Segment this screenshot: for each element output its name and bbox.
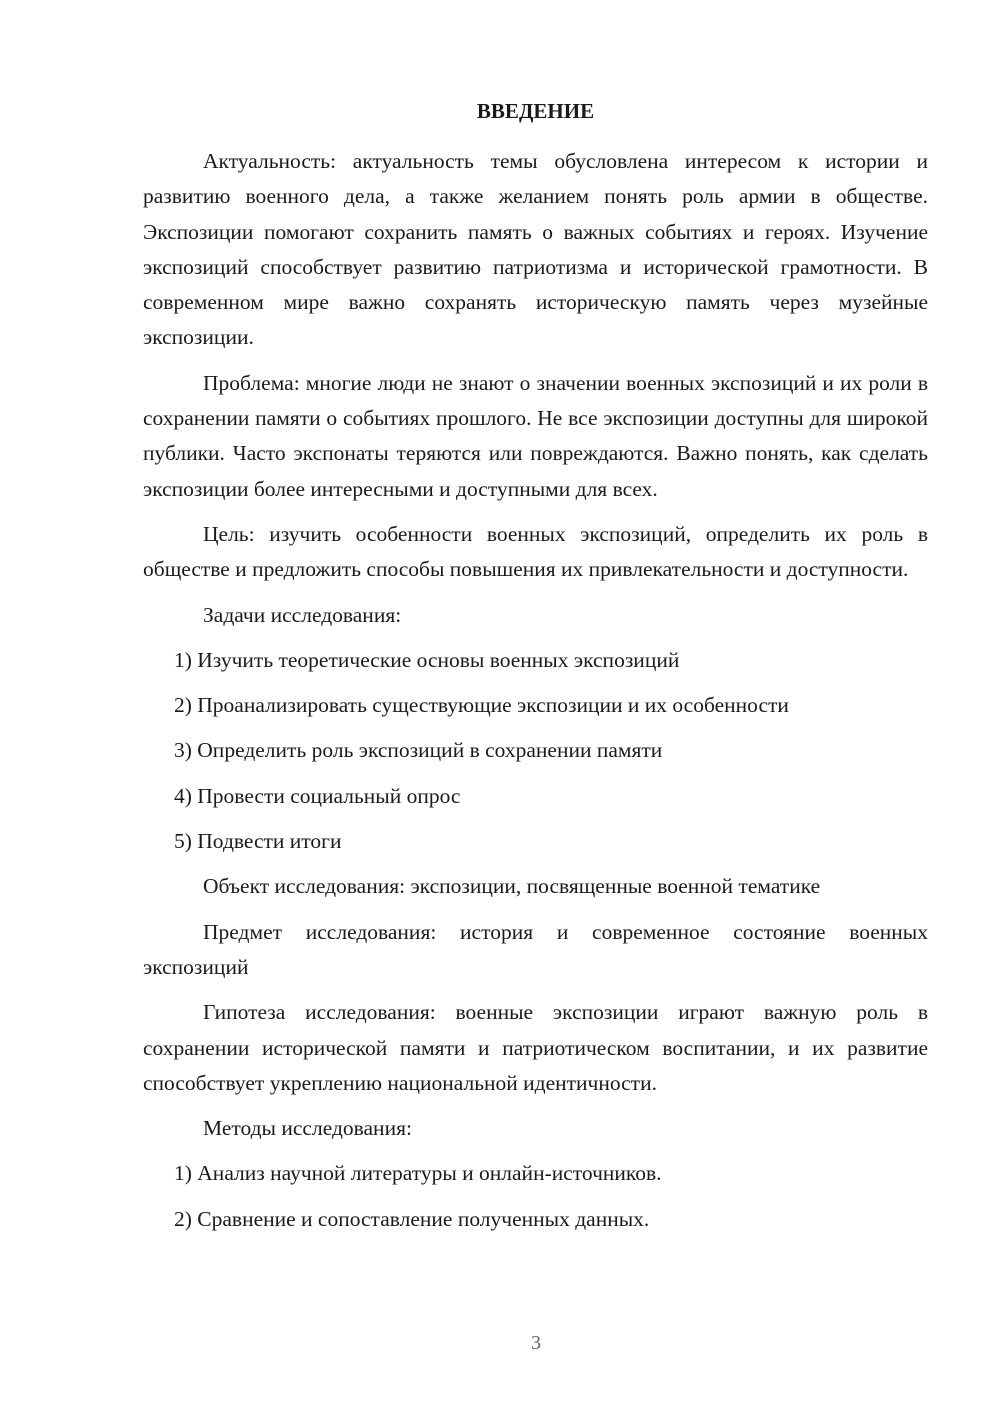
task-item: 2) Проанализировать существующие экспозиции и их особенности (174, 693, 789, 718)
goal-paragraph: Цель: изучить особенности военных экспозиций, определить их роль в обществе и предложить способы повышения их привлекательности и доступности. (143, 521, 928, 582)
methods-heading: Методы исследования: (203, 1116, 412, 1141)
task-item: 3) Определить роль экспозиций в сохранении памяти (174, 738, 663, 763)
problem-paragraph: Проблема: многие люди не знают о значении военных экспозиций и их роли в сохранении памяти о событиях прошлого. Не все экспозиции доступны для широкой публики. Часто экспонаты теряются или повреждаются. Важно понять, как сделать экспозиции более интересными и доступными для всех. (143, 370, 928, 501)
tasks-heading: Задачи исследования: (203, 602, 402, 627)
page-title: ВВЕДЕНИЕ (476, 99, 595, 123)
task-item: 5) Подвести итоги (174, 829, 342, 854)
relevance-paragraph: Актуальность: актуальность темы обусловлена интересом к истории и развитию военного дела, а также желанием понять роль армии в обществе. Экспозиции помогают сохранить память о важных событиях и героях. Изучение экспозиций способствует развитию патриотизма и исторической грамотности. В современном мире важно сохранять историческую память через музейные экспозиции. (143, 149, 928, 350)
method-item: 1) Анализ научной литературы и онлайн-источников. (174, 1161, 662, 1186)
document-body (143, 144, 928, 1247)
task-item: 4) Провести социальный опрос (174, 783, 461, 808)
subject-paragraph: Предмет исследования: история и современное состояние военных экспозиций (143, 919, 928, 979)
task-item: 1) Изучить теоретические основы военных экспозиций (174, 647, 680, 672)
object-paragraph: Объект исследования: экспозиции, посвященные военной тематике (203, 874, 821, 899)
method-item: 2) Сравнение и сопоставление полученных данных. (174, 1206, 650, 1231)
hypothesis-paragraph: Гипотеза исследования: военные экспозиции играют важную роль в сохранении исторической памяти и патриотическом воспитании, и их развитие способствует укреплению национальной идентичности. (143, 1000, 928, 1095)
page-number: 3 (531, 1332, 541, 1354)
